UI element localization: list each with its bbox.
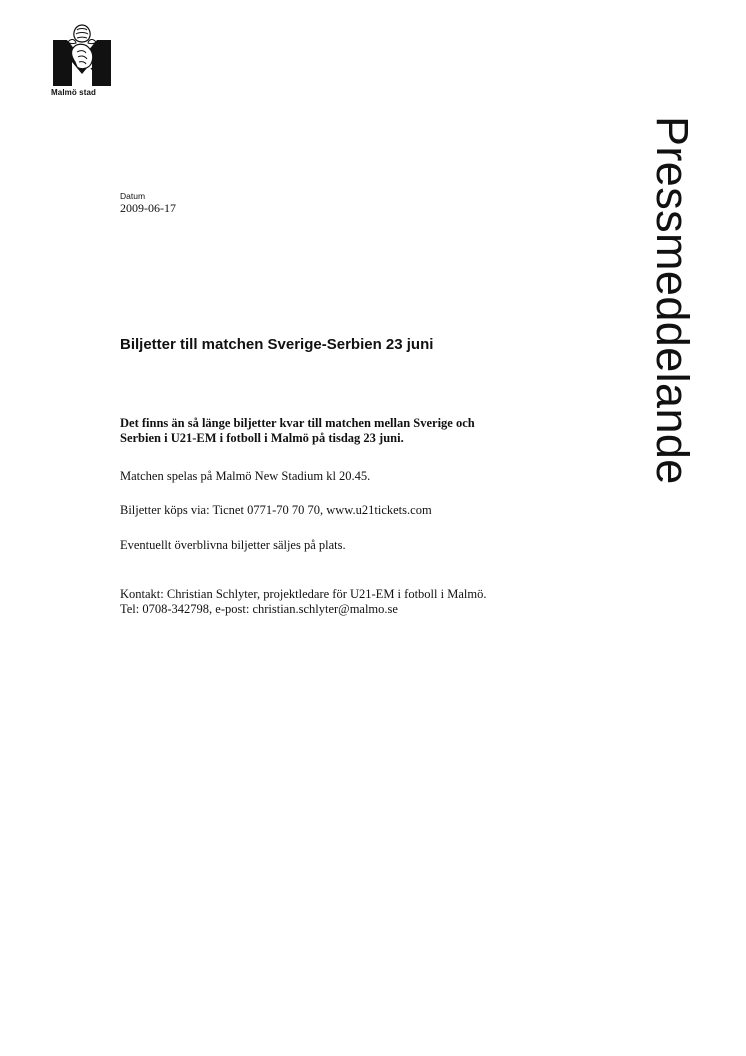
logo-text: Malmö stad	[51, 88, 97, 97]
contact-line-2: Tel: 0708-342798, e-post: christian.schlyter@malmo.se	[120, 602, 398, 616]
lead-paragraph	[120, 416, 475, 446]
lead-line-1: Det finns än så länge biljetter kvar till matchen mellan Sverige och	[120, 416, 475, 430]
date-value: 2009-06-17	[120, 201, 176, 215]
leftover-paragraph: Eventuellt överblivna biljetter säljes på plats.	[120, 538, 346, 552]
contact-block	[120, 587, 486, 617]
side-label-text: Pressmeddelande	[647, 116, 698, 485]
date-block	[120, 191, 176, 216]
contact-line-1: Kontakt: Christian Schlyter, projektledare för U21-EM i fotboll i Malmö.	[120, 587, 487, 601]
malmo-stad-logo	[51, 22, 111, 102]
headline: Biljetter till matchen Sverige-Serbien 23 juni	[120, 336, 434, 353]
malmo-coat-of-arms-icon	[53, 22, 111, 86]
date-label: Datum	[120, 191, 146, 201]
venue-paragraph: Matchen spelas på Malmö New Stadium kl 20.45.	[120, 469, 371, 483]
tickets-paragraph: Biljetter köps via: Ticnet 0771-70 70 70, www.u21tickets.com	[120, 503, 432, 517]
lead-line-2: Serbien i U21-EM i fotboll i Malmö på tisdag 23 juni.	[120, 431, 404, 445]
pressmeddelande-side-label	[647, 116, 698, 556]
